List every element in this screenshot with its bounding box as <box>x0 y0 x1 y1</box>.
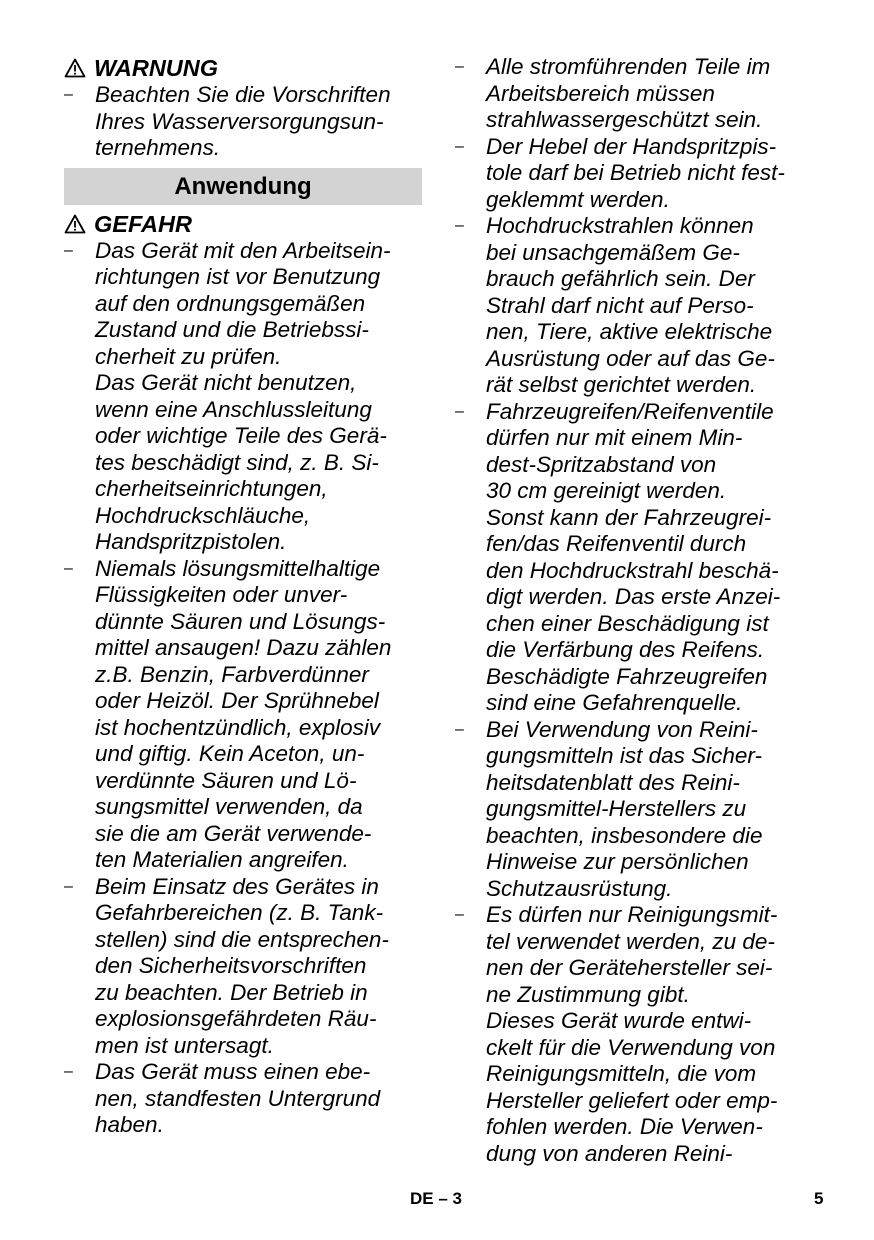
list-item: – Das Gerät mit den Arbeitsein- richtungen ist vor Benutzung auf den ordnungsgemäßen Zustand und die Betriebssi- cherheit zu prüfen. Das Gerät nicht benutzen, wenn eine Anschlussleitung oder wichtige Teile des Gerä- tes beschädigt sind, z. B. Si- cherheitseinrichtungen, Hochdruckschläuche, Handspritzpistolen. <box>64 238 424 556</box>
right-column <box>455 54 820 1167</box>
warning-triangle-icon <box>64 214 86 234</box>
item-text: Niemals lösungsmittelhaltige Flüssigkeiten oder unver- dünnte Säuren und Lösungs- mittel ansaugen! Dazu zählen z.B. Benzin, Farbverdünner oder Heizöl. Der Sprühnebel ist hochentzündlich, explosiv und giftig. Kein Aceton, un- verdünnte Säuren und Lö- sungsmittel verwenden, da sie die am Gerät verwende- ten Materialien angreifen. <box>95 555 392 872</box>
warning-triangle-icon <box>64 58 86 78</box>
list-item: – Niemals lösungsmittelhaltige Flüssigkeiten oder unver- dünnte Säuren und Lösungs- mittel ansaugen! Dazu zählen z.B. Benzin, Farbverdünner oder Heizöl. Der Sprühnebel ist hochentzündlich, explosiv und giftig. Kein Aceton, un- verdünnte Säuren und Lö- sungsmittel verwenden, da sie die am Gerät verwende- ten Materialien angreifen. <box>64 556 424 874</box>
list-item: – Alle stromführenden Teile im Arbeitsbereich müssen strahlwassergeschützt sein. <box>455 54 820 134</box>
list-item: – Es dürfen nur Reinigungsmit- tel verwendet werden, zu de- nen der Gerätehersteller sei- ne Zustimmung gibt. Dieses Gerät wurde entwi- ckelt für die Verwendung von Reinigungsmitteln, die vom Hersteller geliefert oder emp- fohlen werden. Die Verwen- dung von anderen Reini- <box>455 902 820 1167</box>
item-text: Fahrzeugreifen/Reifenventile dürfen nur mit einem Min- dest-Spritzabstand von 30 cm gereinigt werden. Sonst kann der Fahrzeugrei- fen/das Reifenventil durch den Hochdruckstrahl beschä- digt werden. Das erste Anzei- chen einer Beschädigung ist die Verfärbung des Reifens. Beschädigte Fahrzeugreifen sind eine Gefahrenquelle. <box>486 398 781 715</box>
section-title: Anwendung <box>64 168 422 205</box>
list-item: – Fahrzeugreifen/Reifenventile dürfen nur mit einem Min- dest-Spritzabstand von 30 cm gereinigt werden. Sonst kann der Fahrzeugrei- fen/das Reifenventil durch den Hochdruckstrahl beschä- digt werden. Das erste Anzei- chen einer Beschädigung ist die Verfärbung des Reifens. Beschädigte Fahrzeugreifen sind eine Gefahrenquelle. <box>455 399 820 717</box>
list-item: – Beachten Sie die Vorschriften Ihres Wasserversorgungsun- ternehmens. <box>64 82 424 162</box>
list-item: – Bei Verwendung von Reini- gungsmitteln ist das Sicher- heitsdatenblatt des Reini- gungsmittel-Herstellers zu beachten, insbesondere die Hinweise zur persönlichen Schutzausrüstung. <box>455 717 820 903</box>
list-item: – Beim Einsatz des Gerätes in Gefahrbereichen (z. B. Tank- stellen) sind die entsprechen- den Sicherheitsvorschriften zu beachten. Der Betrieb in explosionsgefährdeten Räu- men ist untersagt. <box>64 874 424 1060</box>
item-text: Hochdruckstrahlen können bei unsachgemäßem Ge- brauch gefährlich sein. Der Strahl darf nicht auf Perso- nen, Tiere, aktive elektrische Ausrüstung oder auf das Ge- rät selbst gerichtet werden. <box>486 213 775 397</box>
danger-notice <box>64 210 424 238</box>
item-text: Das Gerät mit den Arbeitsein- richtungen ist vor Benutzung auf den ordnungsgemäßen Zustand und die Betriebssi- cherheit zu prüfen. <box>95 237 391 369</box>
warning-title: WARNUNG <box>94 55 219 81</box>
item-text: Das Gerät muss einen ebe- nen, standfesten Untergrund haben. <box>95 1059 381 1137</box>
item-text: Beachten Sie die Vorschriften Ihres Wasserversorgungsun- ternehmens. <box>95 82 391 160</box>
page-number: 5 <box>814 1189 824 1208</box>
danger-title: GEFAHR <box>94 210 192 237</box>
list-item: – Der Hebel der Handspritzpis- tole darf bei Betrieb nicht fest- geklemmt werden. <box>455 134 820 214</box>
item-text: Bei Verwendung von Reini- gungsmitteln ist das Sicher- heitsdatenblatt des Reini- gungsmittel-Herstellers zu beachten, insbesondere die Hinweise zur persönlichen Schutzausrüstung. <box>486 716 763 901</box>
item-text: Es dürfen nur Reinigungsmit- tel verwendet werden, zu de- nen der Gerätehersteller sei- ne Zustimmung gibt. <box>486 902 778 1007</box>
item-text: Dieses Gerät wurde entwi- ckelt für die Verwendung von Reinigungsmitteln, die vom Hersteller geliefert oder emp- fohlen werden. Die Verwen- dung von anderen Reini- <box>486 1008 778 1166</box>
item-text: Beim Einsatz des Gerätes in Gefahrbereichen (z. B. Tank- stellen) sind die entsprechen- den Sicherheitsvorschriften zu beachten. Der Betrieb in explosionsgefährdeten Räu- men ist untersagt. <box>95 873 389 1058</box>
list-item: – Hochdruckstrahlen können bei unsachgemäßem Ge- brauch gefährlich sein. Der Strahl darf nicht auf Perso- nen, Tiere, aktive elektrische Ausrüstung oder auf das Ge- rät selbst gerichtet werden. <box>455 213 820 399</box>
warning-notice <box>64 54 424 82</box>
item-text: Das Gerät nicht benutzen, wenn eine Anschlussleitung oder wichtige Teile des Gerä- tes beschädigt sind, z. B. Si- cherheitseinrichtungen, Hochdruckschläuche, Handspritzpistolen. <box>95 370 387 554</box>
left-column <box>64 54 424 1139</box>
footer-section-label: DE – 3 <box>410 1189 462 1208</box>
item-text: Alle stromführenden Teile im Arbeitsbereich müssen strahlwassergeschützt sein. <box>486 54 771 132</box>
list-item: – Das Gerät muss einen ebe- nen, standfesten Untergrund haben. <box>64 1059 424 1139</box>
item-text: Der Hebel der Handspritzpis- tole darf bei Betrieb nicht fest- geklemmt werden. <box>486 133 785 212</box>
